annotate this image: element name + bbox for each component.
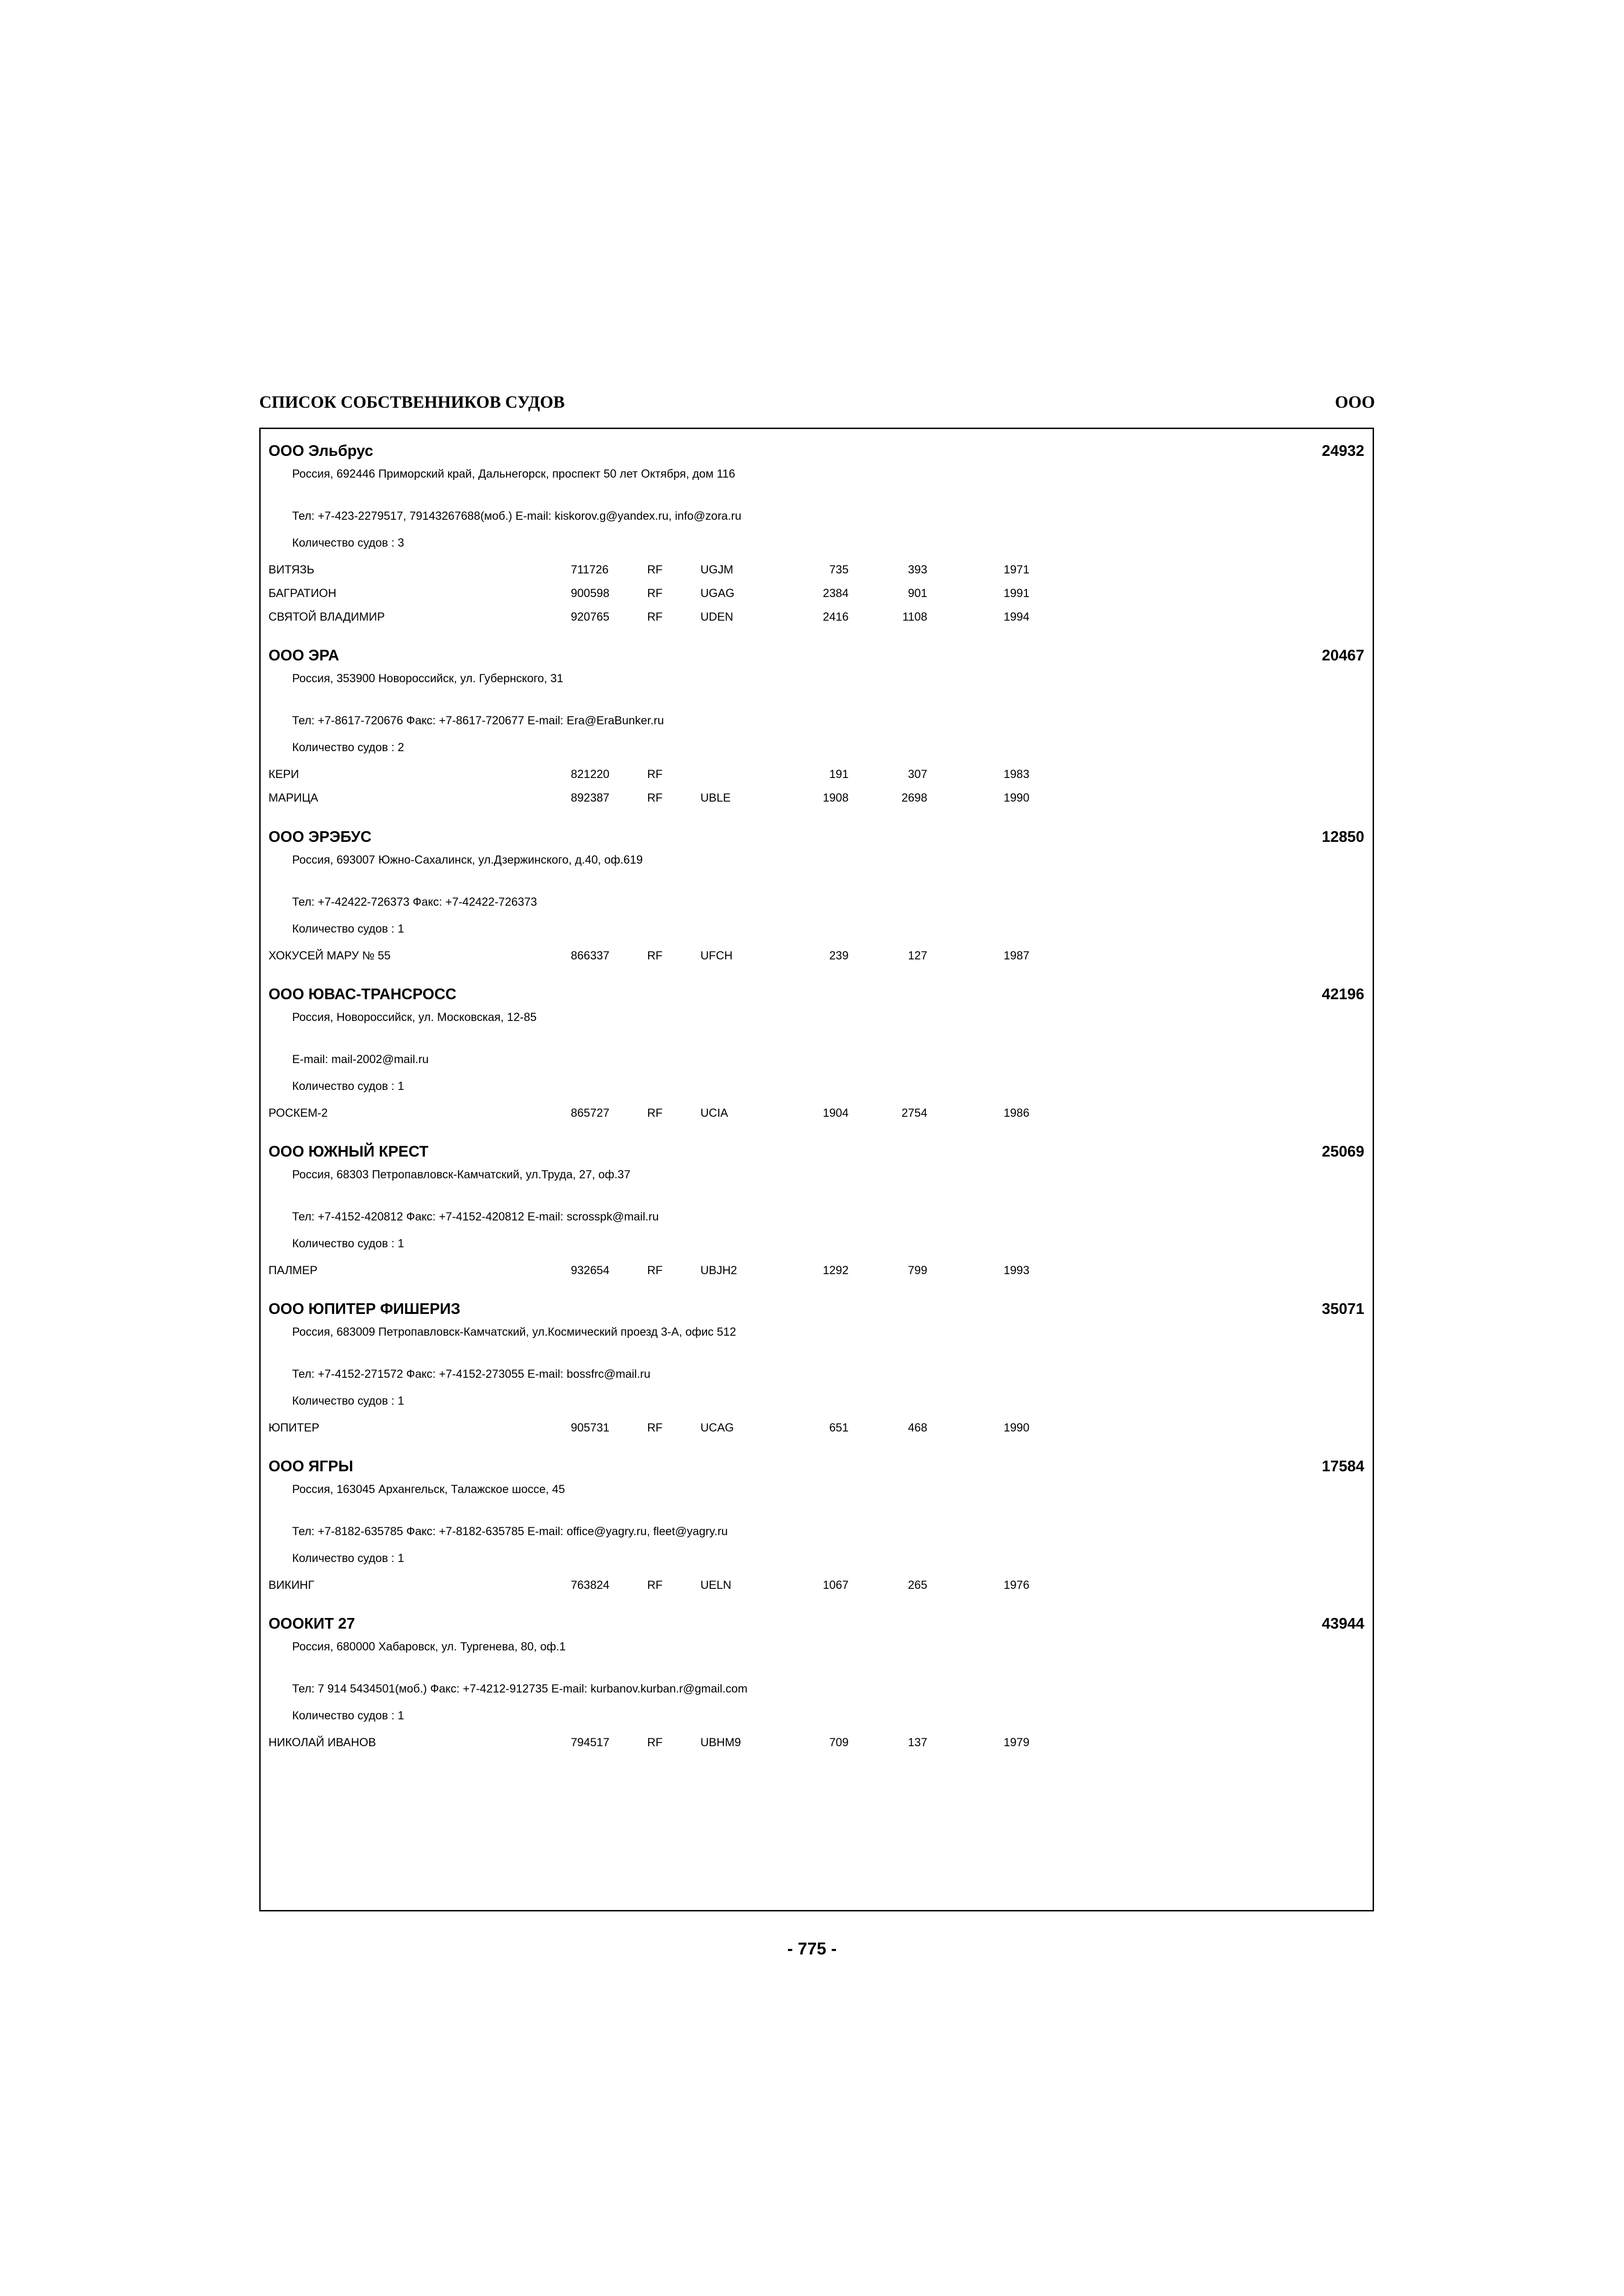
vessel-row [261,949,1373,965]
vessel-callsign: UFCH [700,949,733,962]
company-address: Россия, 163045 Архангельск, Талажское шоссе, 45 [292,1483,565,1496]
company-contacts: E-mail: mail-2002@mail.ru [292,1053,429,1066]
vessel-name: ПАЛМЕР [269,1264,318,1277]
vessel-callsign: UBJH2 [700,1264,737,1277]
vessel-gt: 1292 [823,1264,849,1277]
vessel-year: 1983 [1004,768,1030,781]
company-address: Россия, 693007 Южно-Сахалинск, ул.Дзержинского, д.40, оф.619 [292,853,643,866]
company-id: 25069 [1322,1143,1364,1160]
vessel-name: ВИТЯЗЬ [269,563,314,576]
vessel-name: ХОКУСЕЙ МАРУ № 55 [269,949,391,962]
vessel-callsign: UCAG [700,1421,734,1434]
company-name: ООО ЮВАС-ТРАНСРОСС [269,985,456,1002]
vessel-flag: RF [647,949,663,962]
company-id: 20467 [1322,647,1364,664]
vessel-flag: RF [647,587,663,600]
vessel-row [261,1264,1373,1280]
vessel-gt: 2416 [823,610,849,623]
vessel-callsign: UBHM9 [700,1736,741,1749]
vessel-count: Количество судов : 1 [292,1552,404,1565]
vessel-year: 1987 [1004,949,1030,962]
owners-list-frame [259,428,1374,1911]
vessel-name: НИКОЛАЙ ИВАНОВ [269,1736,376,1749]
vessel-callsign: UGAG [700,587,735,600]
vessel-gt: 709 [829,1736,849,1749]
vessel-callsign: UGJM [700,563,733,576]
vessel-year: 1994 [1004,610,1030,623]
company-contacts: Тел: +7-4152-420812 Факс: +7-4152-420812 E-mail: scrosspk@mail.ru [292,1210,659,1223]
vessel-gt: 191 [829,768,849,781]
company-contacts: Тел: +7-8617-720676 Факс: +7-8617-720677 E-mail: Era@EraBunker.ru [292,714,664,727]
vessel-dwt: 901 [908,587,927,600]
vessel-number: 866337 [571,949,610,962]
vessel-number: 711726 [571,563,609,576]
company-name: ООО ЮЖНЫЙ КРЕСТ [269,1143,429,1160]
vessel-dwt: 393 [908,563,927,576]
company-name: ООО ЭРЭБУС [269,828,372,845]
vessel-flag: RF [647,610,663,623]
vessel-dwt: 137 [908,1736,927,1749]
company-id: 17584 [1322,1457,1364,1475]
vessel-gt: 651 [829,1421,849,1434]
vessel-number: 763824 [571,1579,610,1592]
vessel-name: КЕРИ [269,768,299,781]
vessel-callsign: UELN [700,1579,731,1592]
company-name: ООО ЯГРЫ [269,1457,353,1475]
company-address: Россия, 692446 Приморский край, Дальнегорск, проспект 50 лет Октября, дом 116 [292,467,736,480]
vessel-gt: 239 [829,949,849,962]
vessel-count: Количество судов : 2 [292,741,404,754]
company-address: Россия, 680000 Хабаровск, ул. Тургенева, 80, оф.1 [292,1640,566,1653]
vessel-year: 1971 [1004,563,1030,576]
vessel-name: РОСКЕМ-2 [269,1107,328,1120]
company-id: 35071 [1322,1300,1364,1317]
vessel-number: 905731 [571,1421,610,1434]
vessel-gt: 2384 [823,587,849,600]
company-name: ООО Эльбрус [269,442,374,459]
vessel-row [261,1579,1373,1594]
vessel-row [261,768,1373,784]
company-address: Россия, Новороссийск, ул. Московская, 12-85 [292,1011,537,1024]
vessel-count: Количество судов : 1 [292,1080,404,1093]
vessel-row [261,791,1373,807]
vessel-name: ЮПИТЕР [269,1421,319,1434]
page-title: СПИСОК СОБСТВЕННИКОВ СУДОВ [259,393,565,412]
vessel-count: Количество судов : 1 [292,1394,404,1407]
vessel-flag: RF [647,1421,663,1434]
vessel-row [261,610,1373,626]
vessel-year: 1993 [1004,1264,1030,1277]
vessel-dwt: 127 [908,949,927,962]
vessel-number: 900598 [571,587,610,600]
section-label: ООО [1335,393,1375,412]
company-address: Россия, 68303 Петропавловск-Камчатский, ул.Труда, 27, оф.37 [292,1168,631,1181]
vessel-count: Количество судов : 3 [292,536,404,549]
vessel-dwt: 799 [908,1264,927,1277]
page-header [259,392,1375,420]
vessel-year: 1990 [1004,1421,1030,1434]
company-address: Россия, 683009 Петропавловск-Камчатский, ул.Космический проезд 3-А, офис 512 [292,1325,737,1338]
company-contacts: Тел: 7 914 5434501(моб.) Факс: +7-4212-912735 E-mail: kurbanov.kurban.r@gmail.com [292,1682,748,1695]
vessel-flag: RF [647,1736,663,1749]
vessel-year: 1976 [1004,1579,1030,1592]
vessel-flag: RF [647,768,663,781]
vessel-number: 920765 [571,610,610,623]
vessel-dwt: 1108 [902,610,927,623]
vessel-name: СВЯТОЙ ВЛАДИМИР [269,610,385,623]
company-name: ОООКИТ 27 [269,1615,355,1632]
page-number: - 775 - [787,1939,837,1958]
vessel-gt: 1067 [823,1579,849,1592]
vessel-name: ВИКИНГ [269,1579,314,1592]
company-address: Россия, 353900 Новороссийск, ул. Губернского, 31 [292,672,563,685]
vessel-dwt: 307 [908,768,927,781]
vessel-row [261,1421,1373,1437]
vessel-number: 865727 [571,1107,610,1120]
vessel-name: МАРИЦА [269,791,319,804]
vessel-dwt: 468 [908,1421,927,1434]
vessel-number: 892387 [571,791,610,804]
company-contacts: Тел: +7-4152-271572 Факс: +7-4152-273055 E-mail: bossfrc@mail.ru [292,1368,650,1381]
vessel-year: 1979 [1004,1736,1030,1749]
vessel-flag: RF [647,1579,663,1592]
company-id: 12850 [1322,828,1364,845]
vessel-callsign: UBLE [700,791,731,804]
company-name: ООО ЮПИТЕР ФИШЕРИЗ [269,1300,461,1317]
company-contacts: Тел: +7-423-2279517, 79143267688(моб.) E-mail: kiskorov.g@yandex.ru, info@zora.ru [292,510,742,523]
vessel-gt: 1904 [823,1107,849,1120]
vessel-dwt: 265 [908,1579,927,1592]
vessel-year: 1991 [1004,587,1030,600]
vessel-gt: 735 [829,563,849,576]
vessel-number: 821220 [571,768,610,781]
vessel-year: 1990 [1004,791,1030,804]
vessel-number: 794517 [571,1736,610,1749]
vessel-name: БАГРАТИОН [269,587,337,600]
vessel-row [261,587,1373,603]
company-contacts: Тел: +7-8182-635785 Факс: +7-8182-635785 E-mail: office@yagry.ru, fleet@yagry.ru [292,1525,728,1538]
company-contacts: Тел: +7-42422-726373 Факс: +7-42422-726373 [292,896,537,908]
company-id: 42196 [1322,985,1364,1002]
vessel-count: Количество судов : 1 [292,922,404,935]
vessel-flag: RF [647,1264,663,1277]
vessel-gt: 1908 [823,791,849,804]
vessel-callsign: UCIA [700,1107,728,1120]
vessel-dwt: 2698 [901,791,927,804]
vessel-row [261,563,1373,579]
vessel-row [261,1107,1373,1122]
vessel-count: Количество судов : 1 [292,1709,404,1722]
company-id: 24932 [1322,442,1364,459]
vessel-flag: RF [647,1107,663,1120]
vessel-dwt: 2754 [901,1107,927,1120]
vessel-flag: RF [647,791,663,804]
vessel-year: 1986 [1004,1107,1030,1120]
vessel-flag: RF [647,563,663,576]
company-name: ООО ЭРА [269,647,339,664]
company-id: 43944 [1322,1615,1364,1632]
vessel-count: Количество судов : 1 [292,1237,404,1250]
vessel-number: 932654 [571,1264,610,1277]
vessel-callsign: UDEN [700,610,733,623]
vessel-row [261,1736,1373,1752]
